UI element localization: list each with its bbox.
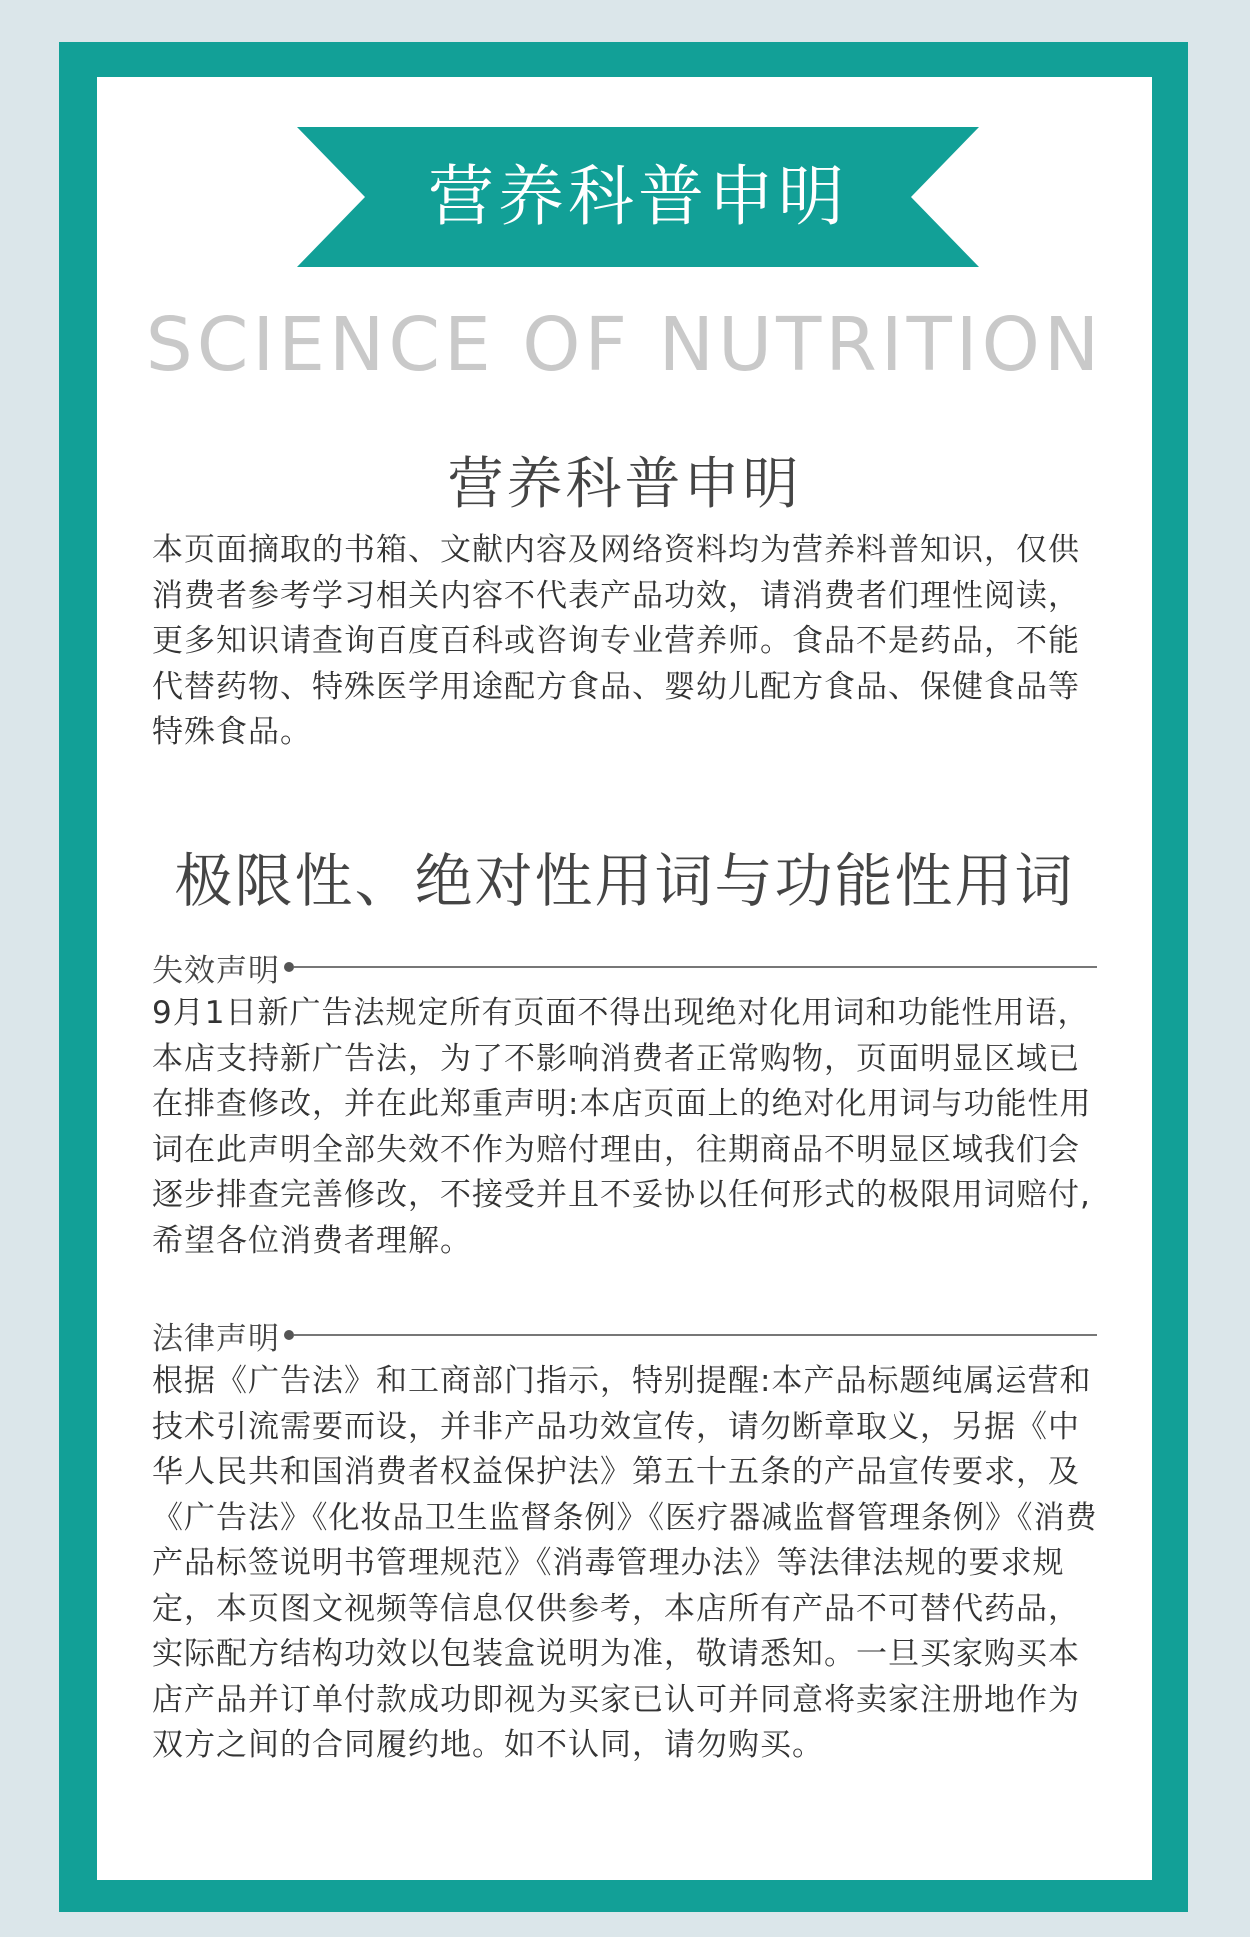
invalid-statement-body: 9月1日新广告法规定所有页面不得出现绝对化用词和功能性用语，本店支持新广告法，为了不影响消费者正常购物，页面明显区域已在排查修改，并在此郑重声明:本店页面上的绝对化用词与功能性用词在此声明全部失效不作为赔付理由，往期商品不明显区域我们会逐步排查完善修改，不接受并且不妥协以任何形式的极限用词赔付,希望各位消费者理解。 — [152, 995, 1092, 1259]
title-ribbon — [297, 127, 979, 267]
invalid-statement-heading: 失效声明 — [152, 952, 280, 989]
bullet-dot-icon — [284, 962, 294, 972]
invalid-statement-heading-row — [152, 947, 1097, 987]
divider-line — [294, 966, 1097, 968]
bullet-dot-icon — [284, 1330, 294, 1340]
words-section-title: 极限性、绝对性用词与功能性用词 — [174, 847, 1075, 915]
ribbon-title: 营养科普申明 — [428, 158, 848, 235]
nutrition-section-title: 营养科普申明 — [447, 452, 802, 517]
divider-line — [294, 1334, 1097, 1336]
nutrition-section-body: 本页面摘取的书箱、文献内容及网络资料均为营养料普知识，仅供消费者参考学习相关内容不代表产品功效，请消费者们理性阅读，更多知识请查询百度百科或咨询专业营养师。食品不是药品，不能代替药物、特殊医学用途配方食品、婴幼儿配方食品、保健食品等特殊食品。 — [152, 532, 1080, 750]
english-subtitle: SCIENCE OF NUTRITION — [145, 302, 1104, 388]
legal-statement-body: 根据《广告法》和工商部门指示，特别提醒:本产品标题纯属运营和技术引流需要而设，并非产品功效宣传，请勿断章取义，另据《中华人民共和国消费者权益保护法》第五十五条的产品宣传要求，及《广告法》《化妆品卫生监督条例》《医疗器减监督管理条例》《消费产品标签说明书管理规范》《消毒管理办法》等法律法规的要求规定，本页图文视频等信息仅供参考，本店所有产品不可替代药品，实际配方结构功效以包装盒说明为准，敬请悉知。一旦买家购买本店产品并订单付款成功即视为买家已认可并同意将卖家注册地作为双方之间的合同履约地。如不认同，请勿购买。 — [152, 1363, 1098, 1763]
legal-statement-heading: 法律声明 — [152, 1320, 280, 1357]
legal-statement-heading-row — [152, 1315, 1097, 1355]
